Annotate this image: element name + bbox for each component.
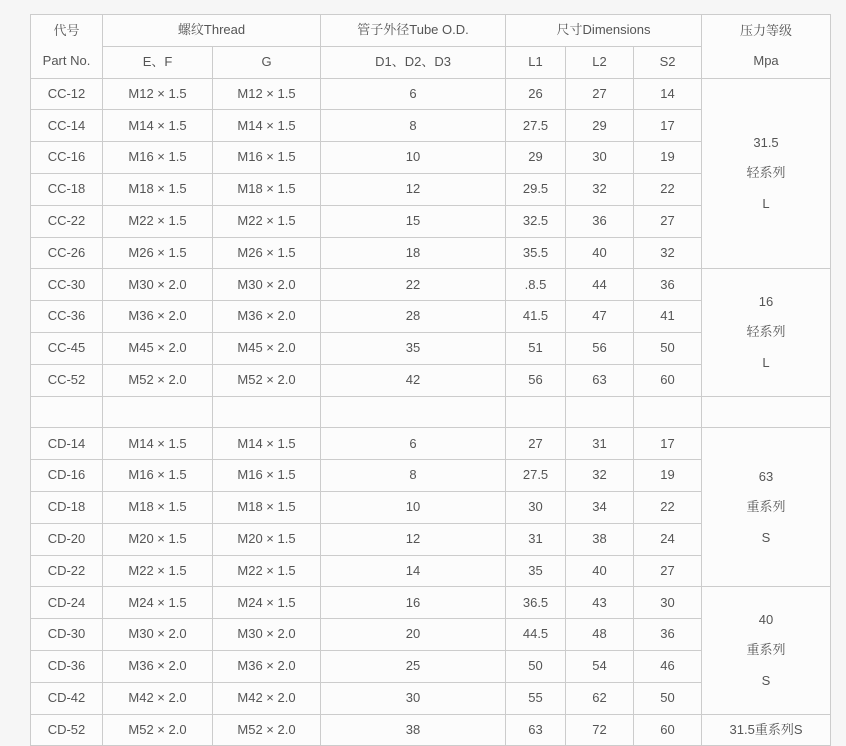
cell-g: M52 × 2.0 <box>213 364 321 396</box>
cell-l2: 54 <box>566 650 634 682</box>
cell-l2: 43 <box>566 587 634 619</box>
header-part-no <box>31 15 103 79</box>
cell-l2: 31 <box>566 428 634 460</box>
cell-s2: 22 <box>634 173 702 205</box>
cell-l1: 63 <box>506 714 566 746</box>
header-dimensions: 尺寸Dimensions <box>506 15 702 47</box>
cell-l2: 40 <box>566 555 634 587</box>
cell-g: M30 × 2.0 <box>213 619 321 651</box>
cell-l1: 35 <box>506 555 566 587</box>
cell-l1: 27 <box>506 428 566 460</box>
cell-l2: 34 <box>566 491 634 523</box>
cell-part-no: CD-36 <box>31 650 103 682</box>
header-pressure-unit: Mpa <box>753 53 779 69</box>
header-row-1 <box>31 15 831 47</box>
cell-d: 14 <box>321 555 506 587</box>
cell-part-no: CD-52 <box>31 714 103 746</box>
cell-l1: 26 <box>506 78 566 110</box>
cell-ef: M12 × 1.5 <box>103 78 213 110</box>
pressure-line: 16 <box>758 293 774 309</box>
cell-l1: 27.5 <box>506 110 566 142</box>
cell-d: 25 <box>321 650 506 682</box>
cell-l1: 35.5 <box>506 237 566 269</box>
cell-s2: 19 <box>634 142 702 174</box>
cell-g: M16 × 1.5 <box>213 460 321 492</box>
pressure-line: 63 <box>758 468 774 484</box>
cell-pressure-group <box>702 587 831 714</box>
cell-s2: 46 <box>634 650 702 682</box>
header-thread-g: G <box>213 46 321 78</box>
cell-part-no: CC-14 <box>31 110 103 142</box>
cell-part-no: CC-30 <box>31 269 103 301</box>
cell-l1: 32.5 <box>506 205 566 237</box>
cell-s2: 27 <box>634 555 702 587</box>
header-tube-od-sub: D1、D2、D3 <box>321 46 506 78</box>
table-row <box>31 428 831 460</box>
cell-l1: 36.5 <box>506 587 566 619</box>
cell-g: M24 × 1.5 <box>213 587 321 619</box>
cell-d: 10 <box>321 142 506 174</box>
header-pressure-cn: 压力等级 <box>740 22 793 38</box>
cell-ef: M16 × 1.5 <box>103 142 213 174</box>
pressure-line: S <box>761 672 771 688</box>
cell-s2: 27 <box>634 205 702 237</box>
cell-part-no: CD-22 <box>31 555 103 587</box>
table-row <box>31 78 831 110</box>
cell-l1: 41.5 <box>506 301 566 333</box>
cell-l1: 31 <box>506 523 566 555</box>
cell-g: M42 × 2.0 <box>213 682 321 714</box>
cell-ef: M36 × 2.0 <box>103 650 213 682</box>
cell-l1: 27.5 <box>506 460 566 492</box>
cell-g <box>213 396 321 428</box>
header-l2: L2 <box>566 46 634 78</box>
cell-pressure-group <box>702 714 831 746</box>
cell-g: M22 × 1.5 <box>213 205 321 237</box>
cell-g: M20 × 1.5 <box>213 523 321 555</box>
header-thread: 螺纹Thread <box>103 15 321 47</box>
cell-ef: M30 × 2.0 <box>103 269 213 301</box>
cell-pressure-group <box>702 269 831 396</box>
cell-l2 <box>566 396 634 428</box>
cell-s2: 17 <box>634 110 702 142</box>
spec-table <box>30 14 831 746</box>
cell-g: M12 × 1.5 <box>213 78 321 110</box>
cell-g: M14 × 1.5 <box>213 428 321 460</box>
cell-s2: 32 <box>634 237 702 269</box>
cell-l2: 32 <box>566 173 634 205</box>
cell-ef: M18 × 1.5 <box>103 173 213 205</box>
cell-g: M16 × 1.5 <box>213 142 321 174</box>
cell-d: 12 <box>321 523 506 555</box>
cell-ef: M36 × 2.0 <box>103 301 213 333</box>
cell-ef: M42 × 2.0 <box>103 682 213 714</box>
cell-ef: M45 × 2.0 <box>103 332 213 364</box>
pressure-line: 轻系列 <box>746 165 786 181</box>
cell-ef: M22 × 1.5 <box>103 205 213 237</box>
cell-l2: 48 <box>566 619 634 651</box>
cell-s2: 30 <box>634 587 702 619</box>
pressure-line: 轻系列 <box>746 324 786 340</box>
cell-s2: 22 <box>634 491 702 523</box>
spec-table-header <box>31 15 831 79</box>
cell-part-no: CC-12 <box>31 78 103 110</box>
cell-d <box>321 396 506 428</box>
cell-l2: 40 <box>566 237 634 269</box>
cell-l2: 56 <box>566 332 634 364</box>
cell-d: 12 <box>321 173 506 205</box>
table-row <box>31 396 831 428</box>
cell-part-no: CC-22 <box>31 205 103 237</box>
cell-g: M18 × 1.5 <box>213 491 321 523</box>
cell-s2: 19 <box>634 460 702 492</box>
cell-g: M14 × 1.5 <box>213 110 321 142</box>
cell-g: M30 × 2.0 <box>213 269 321 301</box>
cell-part-no: CC-45 <box>31 332 103 364</box>
cell-l1: 56 <box>506 364 566 396</box>
cell-s2: 17 <box>634 428 702 460</box>
cell-l2: 62 <box>566 682 634 714</box>
cell-part-no: CD-20 <box>31 523 103 555</box>
cell-part-no: CD-16 <box>31 460 103 492</box>
header-pressure <box>702 15 831 79</box>
cell-d: 8 <box>321 460 506 492</box>
header-tube-od: 管子外径Tube O.D. <box>321 15 506 47</box>
cell-part-no: CC-52 <box>31 364 103 396</box>
cell-pressure-group <box>702 396 831 428</box>
table-row <box>31 269 831 301</box>
cell-d: 6 <box>321 78 506 110</box>
cell-ef: M18 × 1.5 <box>103 491 213 523</box>
pressure-line: 重系列 <box>746 642 786 658</box>
cell-d: 20 <box>321 619 506 651</box>
header-part-no-en: Part No. <box>42 53 91 69</box>
cell-ef <box>103 396 213 428</box>
cell-l1: 55 <box>506 682 566 714</box>
cell-part-no: CC-26 <box>31 237 103 269</box>
header-part-no-cn: 代号 <box>53 22 80 38</box>
cell-l2: 47 <box>566 301 634 333</box>
pressure-line: L <box>762 354 770 370</box>
cell-d: 15 <box>321 205 506 237</box>
pressure-line: 40 <box>758 611 774 627</box>
cell-l1: 29 <box>506 142 566 174</box>
pressure-line: 31.5 <box>753 134 779 150</box>
cell-part-no: CD-24 <box>31 587 103 619</box>
cell-part-no: CD-18 <box>31 491 103 523</box>
pressure-line: 31.5重系列S <box>729 721 803 737</box>
pressure-line: 重系列 <box>746 499 786 515</box>
cell-l2: 36 <box>566 205 634 237</box>
cell-ef: M22 × 1.5 <box>103 555 213 587</box>
pressure-line: S <box>761 529 771 545</box>
cell-ef: M52 × 2.0 <box>103 714 213 746</box>
cell-d: 16 <box>321 587 506 619</box>
cell-l1: 29.5 <box>506 173 566 205</box>
header-s2: S2 <box>634 46 702 78</box>
cell-ef: M14 × 1.5 <box>103 110 213 142</box>
cell-pressure-group <box>702 78 831 269</box>
cell-ef: M24 × 1.5 <box>103 587 213 619</box>
cell-part-no: CD-30 <box>31 619 103 651</box>
cell-ef: M14 × 1.5 <box>103 428 213 460</box>
cell-l2: 63 <box>566 364 634 396</box>
table-row <box>31 587 831 619</box>
cell-l1: 30 <box>506 491 566 523</box>
cell-l1: 51 <box>506 332 566 364</box>
cell-d: 30 <box>321 682 506 714</box>
cell-s2: 60 <box>634 714 702 746</box>
header-thread-ef: E、F <box>103 46 213 78</box>
cell-l1: 44.5 <box>506 619 566 651</box>
cell-s2: 14 <box>634 78 702 110</box>
cell-pressure-group <box>702 428 831 587</box>
cell-g: M36 × 2.0 <box>213 301 321 333</box>
cell-d: 22 <box>321 269 506 301</box>
cell-d: 10 <box>321 491 506 523</box>
cell-ef: M16 × 1.5 <box>103 460 213 492</box>
cell-d: 28 <box>321 301 506 333</box>
cell-part-no: CC-16 <box>31 142 103 174</box>
cell-part-no: CD-42 <box>31 682 103 714</box>
cell-s2: 36 <box>634 269 702 301</box>
spec-table-body <box>31 78 831 746</box>
cell-part-no <box>31 396 103 428</box>
cell-l1: .8.5 <box>506 269 566 301</box>
cell-s2: 60 <box>634 364 702 396</box>
cell-s2 <box>634 396 702 428</box>
cell-part-no: CD-14 <box>31 428 103 460</box>
cell-g: M22 × 1.5 <box>213 555 321 587</box>
cell-l2: 44 <box>566 269 634 301</box>
cell-l2: 38 <box>566 523 634 555</box>
cell-ef: M26 × 1.5 <box>103 237 213 269</box>
cell-s2: 41 <box>634 301 702 333</box>
cell-g: M52 × 2.0 <box>213 714 321 746</box>
cell-d: 8 <box>321 110 506 142</box>
table-row <box>31 714 831 746</box>
cell-part-no: CC-36 <box>31 301 103 333</box>
cell-ef: M30 × 2.0 <box>103 619 213 651</box>
cell-s2: 50 <box>634 332 702 364</box>
cell-d: 18 <box>321 237 506 269</box>
cell-s2: 50 <box>634 682 702 714</box>
cell-d: 35 <box>321 332 506 364</box>
cell-ef: M20 × 1.5 <box>103 523 213 555</box>
cell-d: 42 <box>321 364 506 396</box>
cell-l1 <box>506 396 566 428</box>
cell-part-no: CC-18 <box>31 173 103 205</box>
cell-l2: 32 <box>566 460 634 492</box>
cell-d: 38 <box>321 714 506 746</box>
cell-g: M18 × 1.5 <box>213 173 321 205</box>
cell-l2: 27 <box>566 78 634 110</box>
cell-g: M36 × 2.0 <box>213 650 321 682</box>
cell-l2: 72 <box>566 714 634 746</box>
cell-ef: M52 × 2.0 <box>103 364 213 396</box>
cell-l2: 29 <box>566 110 634 142</box>
cell-g: M26 × 1.5 <box>213 237 321 269</box>
cell-s2: 36 <box>634 619 702 651</box>
cell-l2: 30 <box>566 142 634 174</box>
cell-g: M45 × 2.0 <box>213 332 321 364</box>
cell-d: 6 <box>321 428 506 460</box>
cell-l1: 50 <box>506 650 566 682</box>
pressure-line: L <box>762 195 770 211</box>
header-l1: L1 <box>506 46 566 78</box>
cell-s2: 24 <box>634 523 702 555</box>
